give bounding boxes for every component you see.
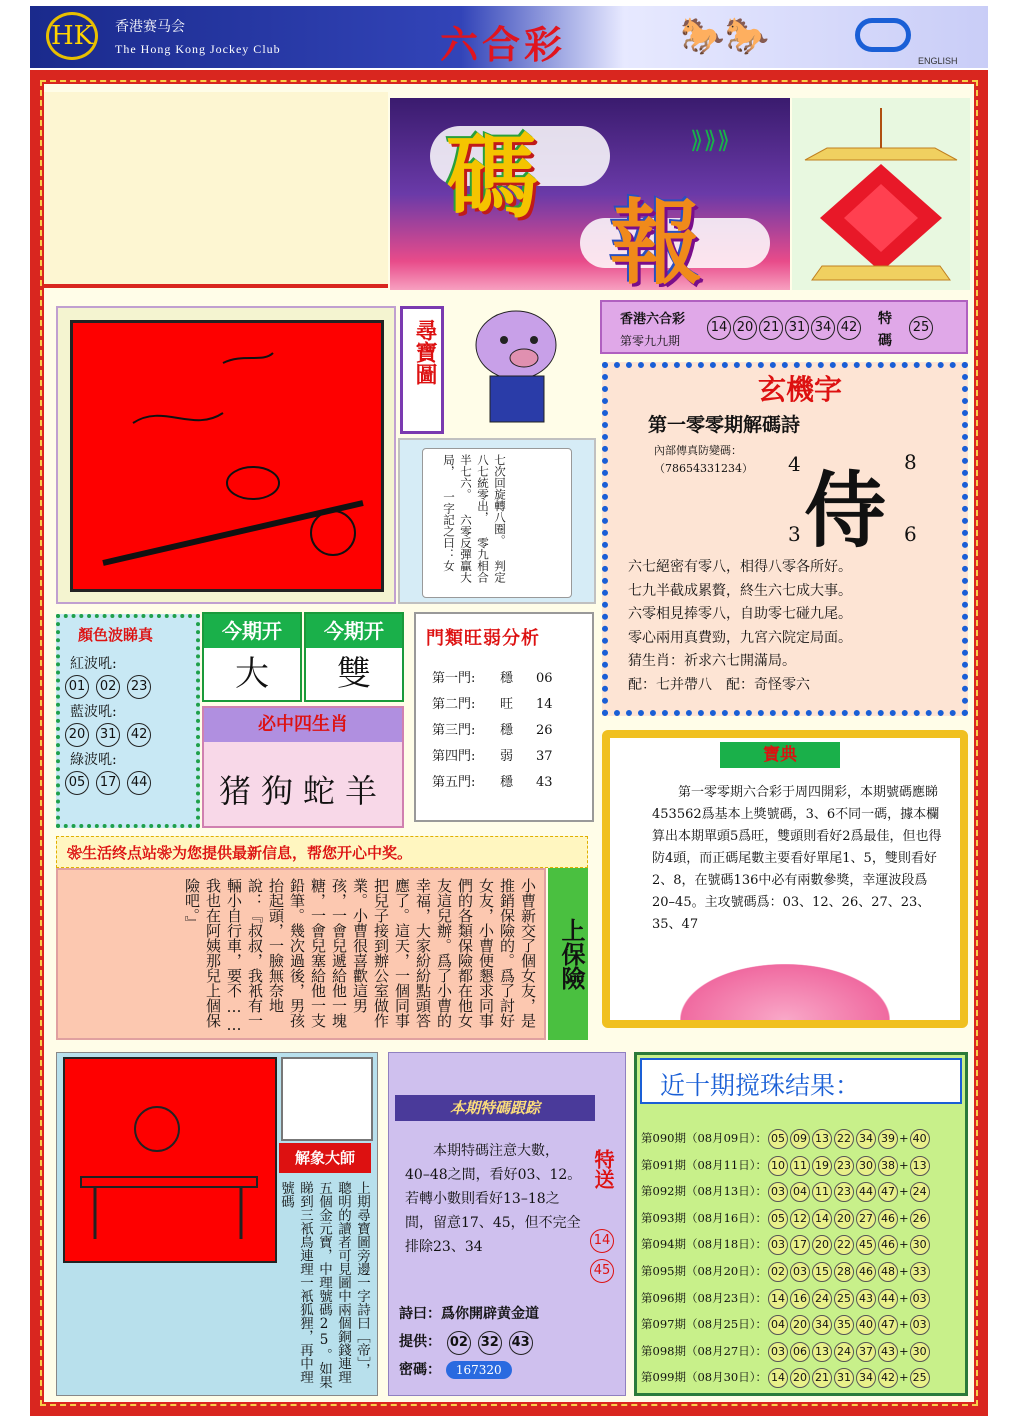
zodiac-list [204,766,402,812]
draw-ball: 06 [790,1342,810,1362]
draw-ball: 44 [856,1182,876,1202]
draw-ball: 13 [812,1342,832,1362]
draw-period: 第091期 [641,1157,686,1172]
gate-num: 14 [536,697,553,712]
special-ball: 30 [910,1235,930,1255]
draw-ball: 42 [878,1368,898,1388]
insurance-story-panel [56,868,546,1040]
draw-period: 第092期 [641,1184,686,1199]
draw-ball: 10 [768,1156,788,1176]
draw-ball: 31 [785,316,809,340]
draw-ball: 22 [834,1235,854,1255]
draw-ball: 20 [733,316,757,340]
draw-ball: 11 [790,1156,810,1176]
jiexiang-picture [63,1057,277,1263]
draw-date: （08月13日）： [685,1184,767,1199]
poem-line: 零心兩用真費勁，九宮六院定局面。 [628,629,852,646]
draw-ball: 21 [812,1368,832,1388]
draw-ball: 16 [790,1289,810,1309]
draw-ball: 20 [812,1235,832,1255]
draw-ball: 09 [790,1129,810,1149]
draw-date: （08月16日）： [685,1210,767,1225]
plus-sign: + [898,1157,909,1172]
treasure-book-panel [602,730,968,1028]
draw-ball: 42 [837,316,861,340]
plus-sign: + [898,1184,909,1199]
draw-ball: 14 [707,316,731,340]
red-wave-ball: 01 [65,675,89,699]
gate-label: 第三門: [432,723,476,738]
poem-line: 猜生肖：祈求六七開滿局。 [628,653,796,669]
draw-ball: 14 [768,1368,788,1388]
tesong-ball: 45 [590,1259,614,1283]
corner-tl: 4 [788,452,801,476]
special-label-1: 特 [878,311,892,327]
provide-label: 提供： [399,1334,441,1350]
draw-ball: 34 [856,1368,876,1388]
special-ball: 24 [910,1182,930,1202]
gate-state: 弱 [500,749,514,764]
recent-draws-panel [634,1052,968,1396]
draw-ball: 48 [878,1262,898,1282]
green-wave-ball: 05 [65,771,89,795]
special-ball: 40 [910,1129,930,1149]
provide-ball: 02 [447,1331,471,1355]
poem-line: 七次回旋轉八圈。 [493,454,507,546]
hands-illustration-icon [281,1057,373,1141]
search-map-picture [70,320,384,592]
gate-state: 旺 [500,697,514,712]
masthead-char-bao: 報 [610,190,703,290]
game-title: 六合彩 [440,23,567,67]
gate-row [432,666,592,692]
draw-ball: 14 [768,1289,788,1309]
special-ball: 25 [910,1368,930,1388]
draw-ball: 46 [878,1235,898,1255]
this-period-value-big: 大 [235,654,269,694]
draw-ball: 13 [812,1129,832,1149]
horse-icon: 🐎🐎 [680,16,770,57]
gate-num: 37 [536,749,553,764]
lantern-panel [792,98,970,290]
draw-date: （08月11日）： [685,1157,767,1172]
poem-line: 六零反彈贏大局， [442,454,473,583]
recent-title: 近十期搅珠结果： [660,1071,861,1100]
insurance-story-text: 小曹新交了個女友，是推銷保險的。爲了討好女友，小曹便懇求同事們的各類保險都在他女友這兒辦。爲了小曹的幸福，大家紛紛點頭答應了。這天，一個同事把兒子接到辦公室做作業。小曹很喜歡這男孩，一會兒遞給他一塊糖，一會兒塞給他一支鉛筆。幾次過後，男孩抬起頭，一臉無奈地說：『叔叔，我衹有一輛小自行車，要不……我也在阿姨那兒上個保險吧。』 [183,878,537,1034]
english-link[interactable]: ENGLISH [918,56,958,66]
wave-colors-title: 顏色波睇真 [78,626,154,644]
wave-colors-panel [56,614,200,828]
blue-wave-ball: 20 [65,723,89,747]
life-info-banner [56,836,588,868]
draw-period: 第095期 [641,1263,686,1278]
draw-ball: 03 [768,1342,788,1362]
draw-date: （08月18日）： [685,1237,767,1252]
blue-wave-label: 藍波吼: [70,704,117,720]
poem-line: 六零相見捧零八，自助零七碰九尾。 [628,606,852,622]
plus-sign: + [898,1131,909,1145]
jiexiang-panel [56,1052,378,1396]
draw-ball: 23 [834,1182,854,1202]
poem-line: 詩曰：爲你開辟黄金道 [399,1306,539,1322]
mystery-word-panel [602,362,968,716]
draw-ball: 20 [790,1368,810,1388]
special-ball: 13 [910,1156,930,1176]
draw-ball: 35 [834,1315,854,1335]
recent-draw-row [641,1156,967,1183]
special-track-title: 本期特碼跟踪 [395,1095,595,1121]
gate-row [432,718,592,744]
gates-table [432,666,592,796]
lotus-decoration-icon [680,964,890,1020]
gate-row [432,744,592,770]
draw-ball: 11 [812,1182,832,1202]
code-label: 密碼： [399,1362,441,1378]
poem-line: 配：七并帶八 配：奇怪零六 [628,676,810,693]
tesong-ball: 14 [590,1229,614,1253]
blue-wave-ball: 42 [127,723,151,747]
plus-sign: + [898,1290,909,1305]
this-period-header: 今期开 [306,614,402,648]
recent-draw-row [641,1315,967,1342]
gate-label: 第二門: [432,697,476,712]
corner-tr: 8 [904,450,917,474]
zodiac-animal: 蛇 [303,772,346,810]
gate-num: 26 [536,723,553,738]
draw-ball: 34 [812,1315,832,1335]
draw-ball: 03 [768,1235,788,1255]
last-draw-title: 香港六合彩 [620,312,686,327]
draw-ball: 22 [834,1129,854,1149]
zodiac-animal: 羊 [345,772,388,810]
plus-sign: + [898,1370,909,1385]
gate-row [432,692,592,718]
draw-ball: 37 [856,1342,876,1362]
draw-ball: 38 [878,1156,898,1176]
mystery-poem [628,556,958,697]
insurance-title-box [548,868,588,1040]
four-zodiac-panel [202,706,404,828]
gate-num: 43 [536,775,553,790]
draw-period: 第096期 [641,1290,686,1305]
last-draw-panel [600,300,968,354]
gate-state: 穩 [500,723,514,738]
special-ball: 03 [910,1289,930,1309]
search-map-label: 尋寶圖 [412,319,437,385]
draw-period: 第094期 [641,1237,686,1252]
recent-draw-row [641,1289,967,1316]
mystery-subtitle: 第一零零期解碼詩 [648,414,801,436]
zodiac-animal: 狗 [260,772,303,810]
gates-analysis-panel [414,612,594,822]
draw-ball: 20 [790,1315,810,1335]
draw-ball: 03 [768,1182,788,1202]
draw-ball: 24 [812,1289,832,1309]
draw-ball: 05 [768,1129,788,1149]
recent-draw-row [641,1129,967,1156]
draw-ball: 44 [878,1289,898,1309]
recent-draw-row [641,1262,967,1289]
jiexiang-title: 解象大師 [279,1143,371,1173]
special-ball: 33 [910,1262,930,1282]
four-zodiac-header [204,708,402,742]
draw-ball: 46 [878,1209,898,1229]
special-track-panel [388,1052,626,1396]
draw-ball: 27 [856,1209,876,1229]
fax-label: 內部傳真防變碼： [654,444,742,457]
blank-ad-panel [44,92,388,288]
draw-ball: 03 [790,1262,810,1282]
draw-ball: 34 [811,316,835,340]
special-label-2: 碼 [878,333,892,349]
green-wave-label: 綠波吼: [70,752,117,768]
draw-ball: 46 [856,1262,876,1282]
draw-date: （08月20日）： [685,1263,767,1278]
club-name-cn: 香港赛马会 [115,18,185,34]
recent-title-box [640,1058,962,1104]
gate-row [432,770,592,796]
this-period-value-even: 雙 [337,654,371,694]
gates-title: 門類旺弱分析 [426,628,540,649]
draw-ball: 21 [759,316,783,340]
draw-ball: 28 [834,1262,854,1282]
gate-num: 06 [536,671,553,686]
draw-ball: 17 [790,1235,810,1255]
green-wave-ball: 17 [96,771,120,795]
plus-sign: + [898,1263,909,1278]
draw-date: （08月25日）： [685,1317,767,1332]
gate-state: 穩 [500,775,514,790]
draw-ball: 47 [878,1315,898,1335]
draw-period: 第090期 [641,1131,686,1145]
recent-draw-row [641,1368,967,1395]
lantern-icon [792,98,970,290]
gate-label: 第五門: [432,775,476,790]
hkjc-logo-icon[interactable]: HK [46,12,98,60]
four-zodiac-title: 必中四生肖 [258,714,348,735]
plus-sign: + [898,1317,909,1332]
draw-period: 第098期 [641,1343,686,1358]
jiexiang-text: 上期尋寶圖旁邊一字詩曰［帝］，聰明的讀者可見圖中兩個銅錢連理五個金元寶，中理號碼25。如果睇到三衹鳥連理一衹狐狸，再中理號碼 [278,1181,370,1389]
gate-label: 第一門: [432,671,476,686]
code-value: 167320 [446,1361,512,1379]
mark-six-logo-icon[interactable] [855,18,911,52]
draw-date: （08月27日）： [685,1343,767,1358]
recent-draw-row [641,1342,967,1369]
draw-ball: 40 [856,1315,876,1335]
poem-line: 七九半截成累贅，終生六七成大事。 [628,582,852,599]
draw-ball: 34 [856,1129,876,1149]
plus-sign: + [898,1343,909,1358]
draw-ball: 47 [878,1182,898,1202]
this-period-odd-even-box [304,612,404,702]
draw-ball: 25 [834,1289,854,1309]
recent-draw-row [641,1209,967,1236]
recent-draws-table [641,1129,967,1395]
draw-ball: 04 [790,1182,810,1202]
provide-ball: 32 [478,1331,502,1355]
mystery-title: 玄機字 [758,373,843,406]
draw-ball: 14 [812,1209,832,1229]
draw-period: 第097期 [641,1317,686,1332]
draw-ball: 15 [812,1262,832,1282]
bird-icon: ⟫⟫⟫ [690,126,731,154]
draw-ball: 31 [834,1368,854,1388]
draw-ball: 19 [812,1156,832,1176]
draw-ball: 39 [878,1129,898,1149]
poem-line: 六七絕密有零八，相得八零各所好。 [628,559,852,575]
green-wave-ball: 44 [127,771,151,795]
insurance-title: 上保險 [557,918,586,990]
red-wave-ball: 02 [96,675,120,699]
provide-ball: 43 [509,1331,533,1355]
red-wave-label: 紅波吼: [70,656,117,672]
draw-ball: 12 [790,1209,810,1229]
scroll-poem-panel [398,438,596,604]
birds-on-branch-illustration [73,323,381,589]
draw-date: （08月23日）： [685,1290,767,1305]
fax-code: （78654331234） [654,462,753,475]
draw-ball: 20 [834,1209,854,1229]
draw-date: （08月30日）： [685,1370,767,1385]
plus-sign: + [898,1237,909,1252]
scroll-poem-text [440,454,508,594]
fox-on-table-illustration [65,1059,275,1261]
special-track-text: 本期特碼注意大數，40–48之間，看好03、12。若轉小數則看好13–18之間，留意17、45，但不完全排除23、34 [405,1143,582,1255]
tesong-label: 特送 [591,1149,615,1189]
draw-date: （08月09日）： [685,1131,767,1145]
last-draw-period: 第零九九期 [620,334,681,348]
draw-period: 第093期 [641,1210,686,1225]
draw-ball: 04 [768,1315,788,1335]
last-draw-numbers [706,316,862,340]
draw-ball: 23 [834,1156,854,1176]
gate-label: 第四門: [432,749,476,764]
corner-br: 6 [904,522,917,546]
special-ball: 25 [909,316,933,340]
draw-ball: 05 [768,1209,788,1229]
this-period-odd-even-box [202,612,302,702]
draw-period: 第099期 [641,1370,686,1385]
special-ball: 03 [910,1315,930,1335]
search-map-picture-frame [56,306,396,604]
search-map-label-box [400,306,444,434]
gate-state: 穩 [500,671,514,686]
red-wave-ball: 23 [127,675,151,699]
zodiac-animal: 猪 [218,772,261,810]
draw-ball: 45 [856,1235,876,1255]
blue-wave-ball: 31 [96,723,120,747]
special-ball: 30 [910,1342,930,1362]
poem-line: 零九相合半七六。 [459,454,490,583]
club-name-en: The Hong Kong Jockey Club [115,42,281,56]
corner-bl: 3 [788,522,801,546]
draw-ball: 43 [878,1342,898,1362]
poem-line: 一字記之曰：女 [442,491,456,572]
plus-sign: + [898,1210,909,1225]
recent-draw-row [641,1235,967,1262]
special-ball: 26 [910,1209,930,1229]
recent-draw-row [641,1182,967,1209]
draw-ball: 02 [768,1262,788,1282]
treasure-text: 第一零零期六合彩于周四開彩，本期號碼應睇453562爲基本上獎號碼，3、6不同一碼，據本欄算出本期單頭5爲旺，雙頭則看好2爲最佳，但也得防4頭，而正碼尾數主要看好單尾1、5，雙則看好2、8，在號碼136中必有兩數參獎，幸運波段爲20–45。主攻號碼爲：03、12、26、27、23、35、47 [652,785,942,932]
mystery-big-char: 侍 [804,463,887,559]
this-period-header: 今期开 [204,614,300,648]
draw-ball: 30 [856,1156,876,1176]
treasure-title: 寶典 [720,742,840,768]
draw-ball: 43 [856,1289,876,1309]
masthead-banner [390,98,790,290]
pig-mascot-icon [446,300,592,436]
life-banner-text: ❀生活终点站❀为您提供最新信息，帮您开心中奖。 [67,844,413,862]
poem-line: 判定八七統零出， [476,454,507,583]
draw-ball: 24 [834,1342,854,1362]
masthead-char-ma: 碼 [446,124,539,231]
